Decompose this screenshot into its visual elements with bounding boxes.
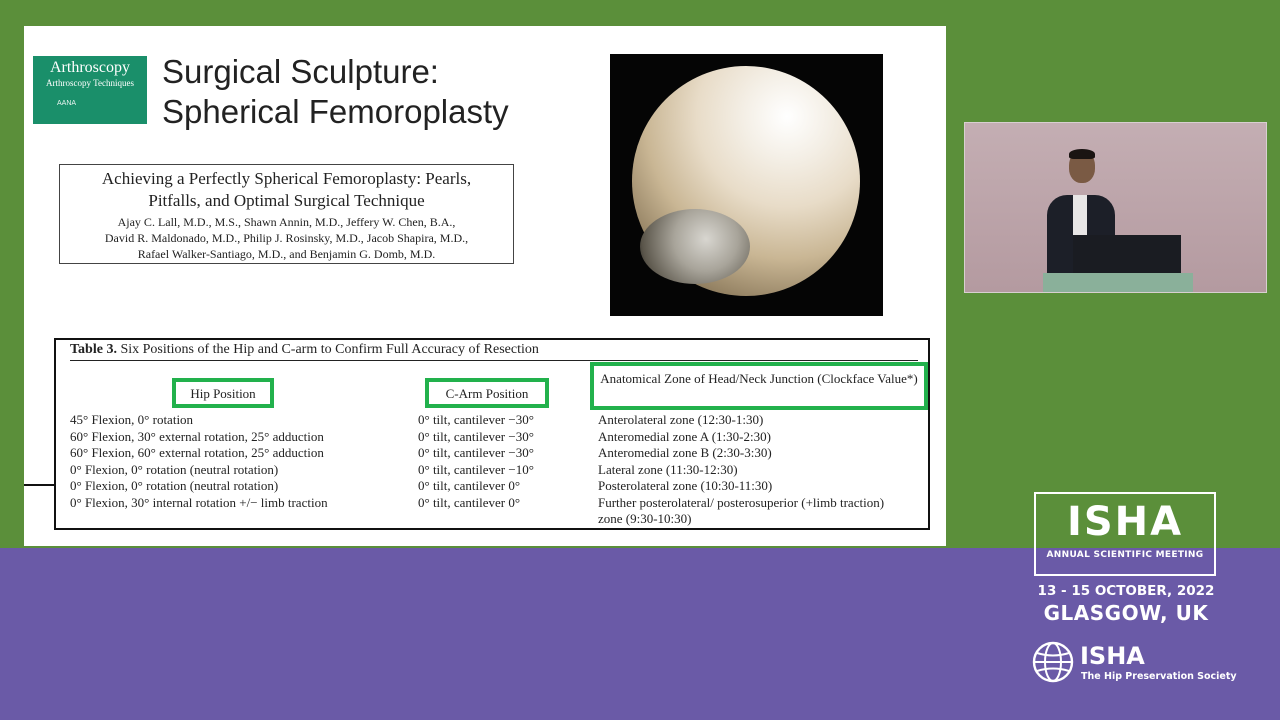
- cell-carm: 0° tilt, cantilever 0°: [418, 494, 521, 510]
- cell-carm: 0° tilt, cantilever −10°: [418, 461, 534, 477]
- meeting-city: GLASGOW, UK: [1043, 601, 1209, 625]
- society-tagline: The Hip Preservation Society: [1081, 671, 1237, 682]
- header-anatomical-zone: Anatomical Zone of Head/Neck Junction (Clockface Value*): [600, 371, 918, 386]
- paper-citation-box: [59, 164, 514, 264]
- paper-title-line1: Achieving a Perfectly Spherical Femoroplasty: Pearls,: [101, 169, 472, 188]
- cell-hip: 45° Flexion, 0° rotation: [70, 412, 194, 427]
- header-hip-position: Hip Position: [190, 386, 256, 401]
- table-row: [70, 429, 920, 446]
- paper-authors-line3: Rafael Walker-Santiago, M.D., and Benjamin G. Domb, M.D.: [137, 247, 436, 261]
- table-row: [70, 478, 920, 495]
- slide-title-line1: Surgical Sculpture:: [162, 53, 439, 90]
- speaker-hair: [1069, 149, 1095, 159]
- isha-meeting-logo: [1034, 492, 1216, 576]
- presentation-slide: [24, 26, 946, 546]
- cell-zone: Further posterolateral/ posterosuperior (+limb traction) zone (9:30-10:30): [598, 494, 885, 526]
- paper-title: [60, 168, 513, 212]
- table-caption-label: Table 3.: [70, 342, 117, 357]
- table-caption: [70, 342, 539, 358]
- arthroscopic-burr: [640, 209, 750, 284]
- cell-hip: 0° Flexion, 0° rotation (neutral rotation): [70, 478, 279, 494]
- journal-logo: [33, 56, 147, 124]
- table-row: [70, 462, 920, 479]
- cell-hip: 0° Flexion, 30° internal rotation +/− limb traction: [70, 494, 328, 510]
- table-row: [70, 412, 920, 429]
- table-row: [70, 445, 920, 462]
- globe-icon: [1032, 641, 1074, 683]
- society-logo-word: ISHA: [1080, 642, 1145, 670]
- table-row: [70, 495, 920, 529]
- journal-logo-publisher: AANA: [57, 100, 77, 107]
- lectern: [1043, 273, 1193, 293]
- header-carm-position: C-Arm Position: [445, 386, 529, 401]
- cell-zone: Anteromedial zone A (1:30-2:30): [598, 428, 771, 444]
- cell-zone: Posterolateral zone (10:30-11:30): [598, 478, 773, 494]
- journal-logo-title: Arthroscopy: [50, 59, 130, 76]
- slide-title-line2: Spherical Femoroplasty: [162, 93, 509, 130]
- cell-carm: 0° tilt, cantilever −30°: [418, 412, 534, 427]
- cell-hip: 60° Flexion, 60° external rotation, 25° adduction: [70, 445, 324, 461]
- paper-authors-line1: Ajay C. Lall, M.D., M.S., Shawn Annin, M.D., Jeffery W. Chen, B.A.,: [117, 215, 456, 229]
- table-body: [70, 412, 920, 529]
- arthroscopic-image: [610, 54, 883, 316]
- speaker-shirt: [1073, 195, 1087, 235]
- table-caption-text: Six Positions of the Hip and C-arm to Confirm Full Accuracy of Resection: [116, 342, 539, 357]
- cell-hip: 0° Flexion, 0° rotation (neutral rotation): [70, 461, 279, 477]
- cell-carm: 0° tilt, cantilever 0°: [418, 478, 521, 494]
- isha-logo-meeting: ANNUAL SCIENTIFIC MEETING: [1046, 550, 1204, 560]
- cell-carm: 0° tilt, cantilever −30°: [418, 445, 534, 461]
- meeting-dates: 13 - 15 OCTOBER, 2022: [1037, 583, 1215, 599]
- paper-title-line2: Pitfalls, and Optimal Surgical Technique: [148, 191, 425, 210]
- paper-authors-line2: David R. Maldonado, M.D., Philip J. Rosinsky, M.D., Jacob Shapira, M.D.,: [104, 231, 469, 245]
- isha-logo-word: ISHA: [1066, 499, 1184, 545]
- cell-zone: Anteromedial zone B (2:30-3:30): [598, 445, 772, 461]
- cell-hip: 60° Flexion, 30° external rotation, 25° adduction: [70, 428, 324, 444]
- positions-table: [54, 338, 930, 530]
- journal-logo-subtitle: Arthroscopy Techniques: [46, 78, 134, 88]
- cell-zone: Anterolateral zone (12:30-1:30): [598, 412, 764, 427]
- paper-authors: [60, 214, 513, 262]
- speaker-video: [964, 122, 1267, 293]
- slide-title: [162, 52, 602, 132]
- caption-rule: [70, 360, 918, 361]
- cell-zone: Lateral zone (11:30-12:30): [598, 461, 738, 477]
- divider-line: [24, 484, 54, 486]
- cell-carm: 0° tilt, cantilever −30°: [418, 428, 534, 444]
